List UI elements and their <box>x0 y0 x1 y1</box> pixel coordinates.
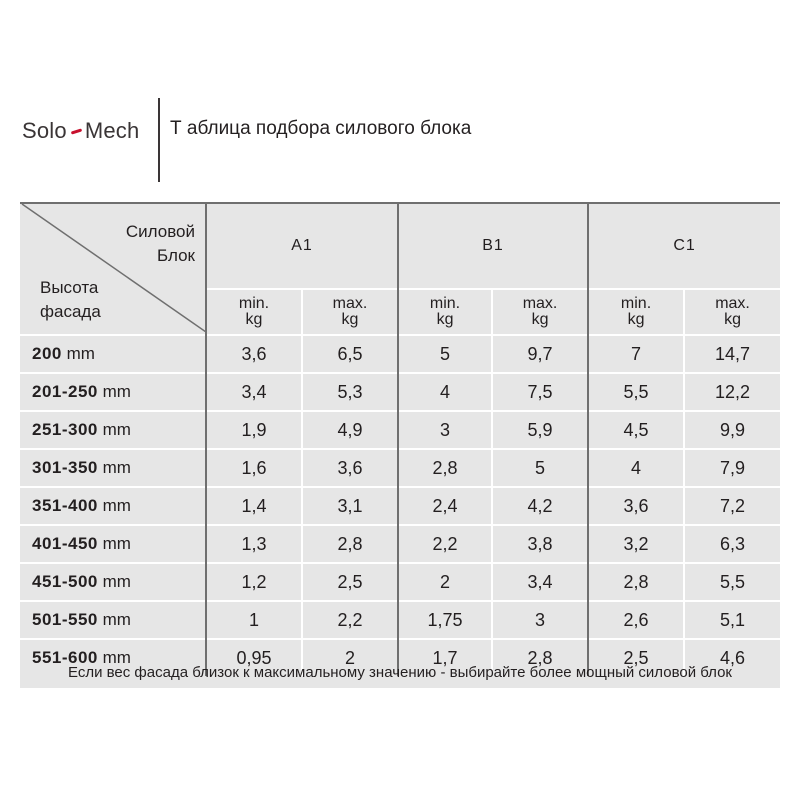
subheader-text: kg <box>531 311 549 328</box>
value-cell: 2,6 <box>588 601 684 639</box>
value-cell: 5,9 <box>492 411 588 449</box>
max-kg-header <box>492 289 588 335</box>
table-row <box>20 449 780 487</box>
corner-label-facade-height <box>40 276 101 324</box>
value-cell: 7,5 <box>492 373 588 411</box>
value-cell: 7,9 <box>684 449 780 487</box>
brand-logo <box>22 118 139 144</box>
value-cell: 5,3 <box>302 373 398 411</box>
value-cell: 3,6 <box>302 449 398 487</box>
value-cell: 5 <box>398 335 492 373</box>
unit-label: mm <box>66 344 95 363</box>
value-cell: 4,6 <box>684 639 780 676</box>
unit-label: mm <box>102 420 131 439</box>
brand-left: Solo <box>22 118 67 143</box>
facade-height-value: 251-300 <box>32 420 98 439</box>
unit-label: mm <box>102 648 131 667</box>
facade-height-value: 201-250 <box>32 382 98 401</box>
subheader-text: kg <box>627 311 645 328</box>
value-cell: 3 <box>492 601 588 639</box>
value-cell: 2,8 <box>588 563 684 601</box>
value-cell: 3,6 <box>588 487 684 525</box>
table-row <box>20 563 780 601</box>
value-cell: 12,2 <box>684 373 780 411</box>
value-cell: 7 <box>588 335 684 373</box>
subheader-text: min. <box>238 295 270 312</box>
value-cell: 4 <box>588 449 684 487</box>
value-cell: 9,7 <box>492 335 588 373</box>
max-kg-header <box>684 289 780 335</box>
subheader-text: kg <box>724 311 741 328</box>
value-cell: 1,2 <box>206 563 302 601</box>
group-header-a1: A1 <box>206 203 398 289</box>
table-row <box>20 525 780 563</box>
value-cell: 4,2 <box>492 487 588 525</box>
value-cell: 1,7 <box>398 639 492 676</box>
value-cell: 3 <box>398 411 492 449</box>
value-cell: 3,4 <box>492 563 588 601</box>
facade-height-cell <box>20 525 206 563</box>
value-cell: 2,5 <box>302 563 398 601</box>
value-cell: 1,9 <box>206 411 302 449</box>
facade-height-cell <box>20 335 206 373</box>
min-kg-header <box>206 289 302 335</box>
brand-right: Mech <box>84 118 140 143</box>
value-cell: 0,95 <box>206 639 302 676</box>
value-cell: 4 <box>398 373 492 411</box>
facade-height-cell <box>20 563 206 601</box>
value-cell: 5,1 <box>684 601 780 639</box>
value-cell: 9,9 <box>684 411 780 449</box>
facade-height-value: 401-450 <box>32 534 98 553</box>
facade-height-value: 501-550 <box>32 610 98 629</box>
value-cell: 6,3 <box>684 525 780 563</box>
value-cell: 3,1 <box>302 487 398 525</box>
facade-height-value: 200 <box>32 344 62 363</box>
max-kg-header <box>302 289 398 335</box>
corner-top-line-2: Блок <box>157 246 195 265</box>
footnote: Если вес фасада близок к максимальному значению - выбирайте более мощный силовой блок <box>67 664 732 681</box>
value-cell: 2,8 <box>302 525 398 563</box>
group-header-c1: C1 <box>588 203 780 289</box>
min-kg-header <box>588 289 684 335</box>
subheader-text: kg <box>245 311 263 328</box>
unit-label: mm <box>102 496 131 515</box>
value-cell: 1 <box>206 601 302 639</box>
unit-label: mm <box>102 382 131 401</box>
value-cell: 2,5 <box>588 639 684 676</box>
page-title: Т аблица подбора силового блока <box>170 118 472 139</box>
facade-height-cell <box>20 449 206 487</box>
value-cell: 4,9 <box>302 411 398 449</box>
value-cell: 2 <box>398 563 492 601</box>
corner-label-power-block <box>126 220 195 268</box>
value-cell: 3,8 <box>492 525 588 563</box>
unit-label: mm <box>102 458 131 477</box>
table-row <box>20 411 780 449</box>
facade-height-cell <box>20 487 206 525</box>
subheader-text: kg <box>341 311 359 328</box>
value-cell: 1,3 <box>206 525 302 563</box>
unit-label: mm <box>102 572 131 591</box>
value-cell: 5 <box>492 449 588 487</box>
value-cell: 2,2 <box>398 525 492 563</box>
value-cell: 7,2 <box>684 487 780 525</box>
facade-height-cell <box>20 411 206 449</box>
corner-header <box>20 203 206 335</box>
subheader-text: max. <box>522 295 558 312</box>
unit-label: mm <box>102 534 131 553</box>
corner-bottom-line-1: Высота <box>40 278 99 297</box>
value-cell: 2,8 <box>398 449 492 487</box>
table-row <box>20 335 780 373</box>
value-cell: 6,5 <box>302 335 398 373</box>
group-header-b1: B1 <box>398 203 588 289</box>
subheader-text: min. <box>429 295 461 312</box>
value-cell: 4,5 <box>588 411 684 449</box>
value-cell: 2,8 <box>492 639 588 676</box>
table-row <box>20 487 780 525</box>
facade-height-value: 451-500 <box>32 572 98 591</box>
selection-table <box>20 202 780 676</box>
facade-height-value: 301-350 <box>32 458 98 477</box>
unit-label: mm <box>102 610 131 629</box>
corner-bottom-line-2: фасада <box>40 302 101 321</box>
value-cell: 1,75 <box>398 601 492 639</box>
table-row <box>20 373 780 411</box>
facade-height-value: 551-600 <box>32 648 98 667</box>
facade-height-value: 351-400 <box>32 496 98 515</box>
value-cell: 5,5 <box>684 563 780 601</box>
value-cell: 3,6 <box>206 335 302 373</box>
header-divider <box>158 98 160 182</box>
value-cell: 2,2 <box>302 601 398 639</box>
corner-top-line-1: Силовой <box>125 222 195 241</box>
value-cell: 1,6 <box>206 449 302 487</box>
subheader-text: max. <box>332 295 368 312</box>
min-kg-header <box>398 289 492 335</box>
value-cell: 14,7 <box>684 335 780 373</box>
value-cell: 2,4 <box>398 487 492 525</box>
subheader-text: kg <box>436 311 454 328</box>
facade-height-cell <box>20 601 206 639</box>
value-cell: 5,5 <box>588 373 684 411</box>
page-header <box>0 96 800 186</box>
value-cell: 3,2 <box>588 525 684 563</box>
value-cell: 2 <box>302 639 398 676</box>
table-row <box>20 601 780 639</box>
subheader-text: min. <box>620 295 652 312</box>
brand-dash-icon <box>71 128 82 134</box>
facade-height-cell <box>20 373 206 411</box>
subheader-text: max. <box>715 295 750 312</box>
value-cell: 1,4 <box>206 487 302 525</box>
value-cell: 3,4 <box>206 373 302 411</box>
